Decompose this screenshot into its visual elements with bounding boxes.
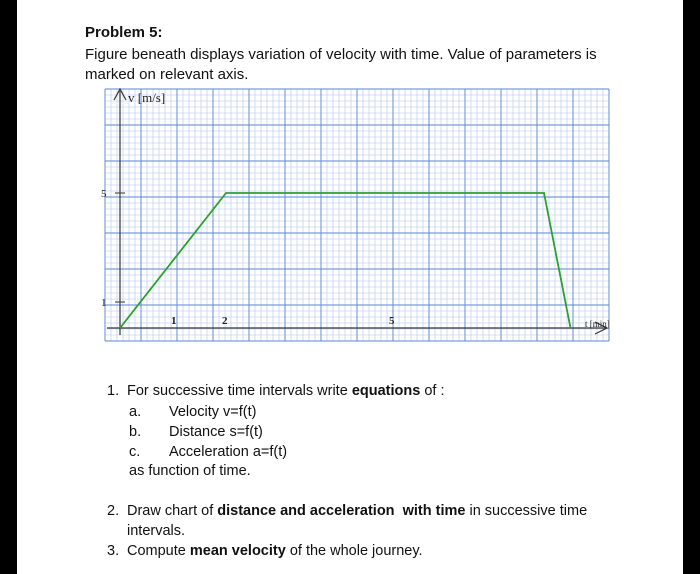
ytick-label-5: 5 [101,188,107,200]
q2-bold2: with time [402,503,466,519]
q1-item-a-text: Velocity v=f(t) [169,404,257,420]
q2-number: 2. [107,503,120,519]
q1-item-b-letter: b. [129,424,142,440]
xtick-label-2: 2 [222,315,228,327]
problem-title: Problem 5: [85,24,163,41]
q2-tail: in successive time [465,503,588,519]
chart-grid [105,89,609,341]
velocity-time-chart [87,85,617,350]
right-black-border [683,0,700,574]
q1-item-c-letter: c. [129,444,141,460]
q1-lead: For successive time intervals write [127,383,352,399]
q1-bold: equations [351,383,421,399]
q3-tail: of the whole journey. [285,543,423,559]
q1-item-c-text: Acceleration a=f(t) [169,444,288,460]
document-page [17,0,683,574]
xtick-label-5: 5 [389,315,395,327]
q3-text [127,541,423,561]
q1-item-b-text: Distance s=f(t) [169,424,263,440]
q1-footer: as function of time. [129,463,251,479]
problem-intro: Figure beneath displays variation of velocity with time. Value of parameters is marked on relevant axis. [85,46,597,83]
q1-item-a-letter: a. [129,404,142,420]
q2-bold1: distance and acceleration [217,503,395,519]
q1-tail: of : [420,383,445,399]
q2-text [127,501,647,521]
ytick-label-1: 1 [101,297,107,309]
x-axis-label: t [min] [585,319,610,329]
y-axis-label: v [m/s] [128,90,166,105]
q2-line2: intervals. [127,523,186,539]
q3-bold: mean velocity [189,543,286,559]
q1-text [127,381,444,401]
q3-number: 3. [107,543,120,559]
q2-lead: Draw chart of [127,503,218,519]
xtick-label-1: 1 [171,315,177,327]
q3-lead: Compute [127,543,190,559]
left-black-border [0,0,17,574]
q1-number: 1. [107,383,120,399]
